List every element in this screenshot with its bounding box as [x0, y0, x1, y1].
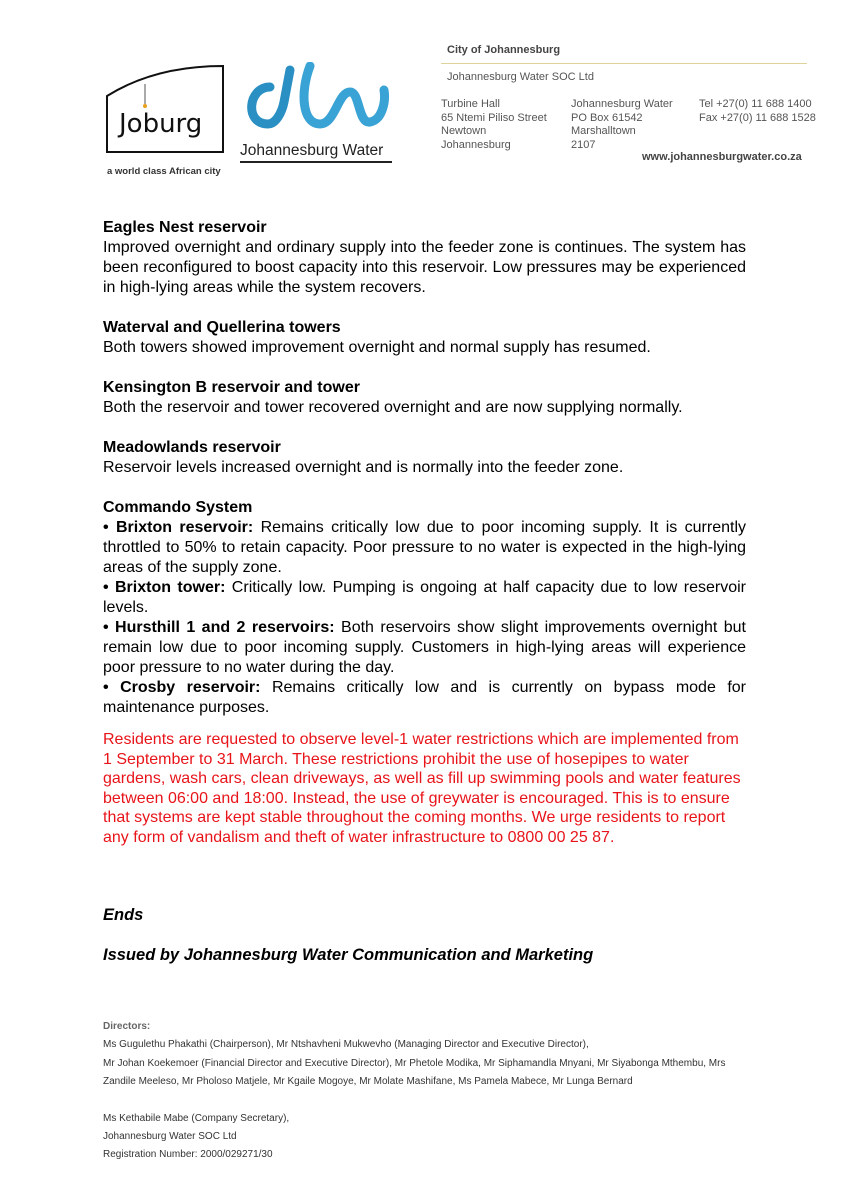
contact-numbers: [699, 98, 816, 125]
item-text: Remains critically low and is currently on bypass mode for maintenance purposes.: [103, 679, 746, 716]
footer-company: Johannesburg Water SOC Ltd: [103, 1131, 237, 1143]
section-text: Both the reservoir and tower recovered overnight and are now supplying normally.: [103, 399, 683, 416]
registration-number: Registration Number: 2000/029271/30: [103, 1149, 273, 1161]
issued-by: Issued by Johannesburg Water Communication and Marketing: [103, 946, 594, 964]
section-text: Both towers showed improvement overnight and normal supply has resumed.: [103, 339, 651, 356]
directors-label: Directors:: [103, 1021, 151, 1032]
section-text: Improved overnight and ordinary supply into the feeder zone is continues. The system has been reconfigured to boost capacity into this reservoir. Low pressures may be experienced in high-lying areas while the system recovers.: [103, 239, 746, 296]
joburg-tagline: a world class African city: [107, 166, 221, 177]
section-title: Meadowlands reservoir: [103, 439, 281, 456]
city-name: City of Johannesburg: [447, 44, 561, 56]
address-line: 65 Ntemi Piliso Street: [441, 111, 547, 124]
section-title: Kensington B reservoir and tower: [103, 379, 360, 396]
fax: Fax +27(0) 11 688 1528: [699, 111, 816, 124]
header-divider: [441, 63, 807, 64]
item-label: • Hursthill 1 and 2 reservoirs:: [103, 619, 335, 636]
item-text: Both reservoirs show slight improvements overnight but remain low due to poor incoming supply. Customers in high-lying areas will experience poor pressure to no water during the day.: [103, 619, 746, 676]
list-item: [103, 678, 746, 718]
telephone: Tel +27(0) 11 688 1400: [699, 98, 812, 110]
directors-line: Mr Johan Koekemoer (Financial Director and Executive Director), Mr Phetole Modika, Mr Siphamandla Mnyani, Mr Siyabonga Mthembu, Mrs: [103, 1057, 726, 1069]
ends-label: Ends: [103, 906, 144, 924]
address-line: 2107: [571, 138, 596, 151]
list-item: [103, 578, 746, 618]
restrictions-notice: Residents are requested to observe level-1 water restrictions which are implemented from 1 September to 31 March. These restrictions prohibit the use of hosepipes to water gardens, wash cars, clean driveways, as well as fill up swimming pools and water features between 06:00 and 18:00. Instead, the use of greywater is encouraged. This is to ensure that systems are kept stable throughout the coming months. We urge residents to report any form of vandalism and theft of water infrastructure to 0800 00 25 87.: [103, 731, 741, 846]
street-address: [441, 98, 547, 152]
list-item: [103, 618, 746, 678]
joburg-logo-frame-icon: [105, 64, 225, 154]
website-link[interactable]: www.johannesburgwater.co.za: [642, 151, 802, 163]
section-title: Waterval and Quellerina towers: [103, 319, 341, 336]
postal-address: [571, 98, 673, 152]
company-secretary: Ms Kethabile Mabe (Company Secretary),: [103, 1112, 290, 1124]
water-wave-logo-icon: [240, 62, 392, 137]
item-text: Critically low. Pumping is ongoing at half capacity due to low reservoir levels.: [103, 579, 746, 616]
item-label: • Brixton reservoir:: [103, 519, 254, 536]
item-text: Remains critically low due to poor incoming supply. It is currently throttled to 50% to retain capacity. Poor pressure to no water is expected in the high-lying areas of the supply zone.: [103, 519, 747, 576]
company-name: Johannesburg Water SOC Ltd: [447, 71, 594, 83]
address-line: Johannesburg Water: [571, 98, 673, 110]
commando-title: Commando System: [103, 499, 253, 516]
address-line: Marshalltown: [571, 125, 636, 137]
address-line: Johannesburg: [441, 138, 511, 151]
johannesburg-water-logo: [240, 62, 392, 157]
address-line: Newtown: [441, 125, 487, 137]
footer: [103, 1018, 725, 1165]
list-item: [103, 518, 746, 578]
address-line: Turbine Hall: [441, 98, 500, 110]
item-label: • Brixton tower:: [103, 579, 226, 596]
section-text: Reservoir levels increased overnight and is normally into the feeder zone.: [103, 459, 624, 476]
svg-text:Joburg: Joburg: [119, 109, 203, 139]
joburg-logo: [105, 64, 225, 154]
address-line: PO Box 61542: [571, 111, 643, 124]
directors-line: Ms Gugulethu Phakathi (Chairperson), Mr Ntshavheni Mukwevho (Managing Director and Executive Director),: [103, 1039, 589, 1051]
status-updates: [103, 218, 746, 718]
section-title: Eagles Nest reservoir: [103, 219, 267, 236]
directors-line: Zandile Meeleso, Mr Pholoso Matjele, Mr Kgaile Mogoye, Mr Molate Mashifane, Ms Pamela Mabece, Mr Lunga Bernard: [103, 1076, 633, 1088]
item-label: • Crosby reservoir:: [103, 679, 261, 696]
johannesburg-water-logo-text: Johannesburg Water: [240, 142, 392, 163]
